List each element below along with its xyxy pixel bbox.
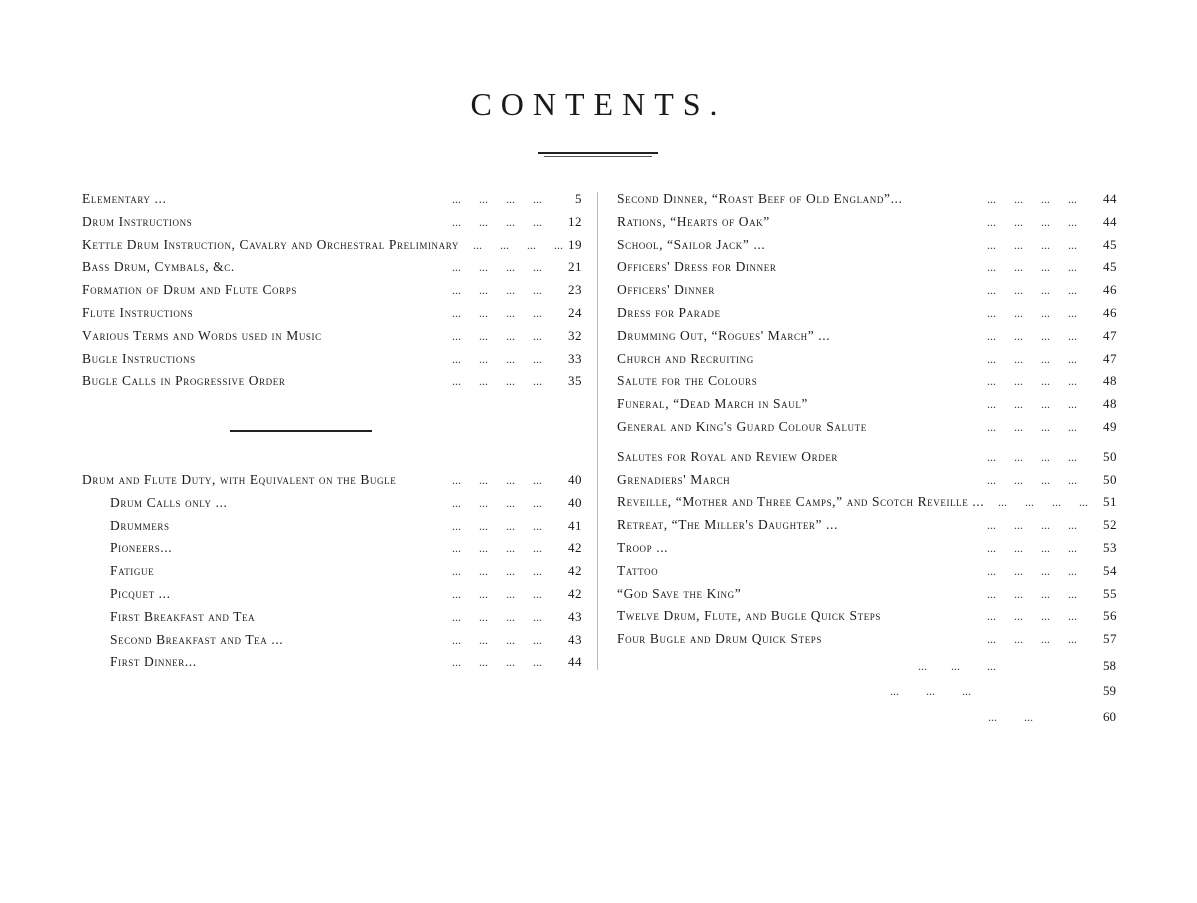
toc-entry-title: Fatigue — [110, 563, 155, 579]
toc-entry — [82, 279, 582, 302]
page-number: 50 — [1103, 471, 1117, 487]
page-number: 48 — [1103, 396, 1117, 412]
page-number: 48 — [1103, 373, 1117, 389]
toc-entry — [617, 628, 1117, 651]
leader-dots: ... ... ... ... — [452, 214, 542, 229]
leader-dots: ... ... ... ... — [987, 237, 1077, 252]
leader-dots: ... ... ... ... — [987, 305, 1077, 320]
leader-dots: ... ... ... ... — [452, 541, 542, 556]
section-divider — [230, 430, 372, 432]
leader-dots: ... ... ... ... — [452, 283, 542, 298]
toc-entry-title: First Breakfast and Tea — [110, 608, 256, 624]
page-number: 51 — [1103, 494, 1117, 510]
toc-entry-title: Church and Recruiting — [617, 350, 754, 366]
leader-dots: ... ... ... ... — [452, 564, 542, 579]
leader-dots: ... ... ... ... — [987, 609, 1077, 624]
toc-entry — [82, 302, 582, 325]
toc-entry-title: Officers' Dress for Dinner — [617, 259, 777, 275]
page-number: 43 — [568, 631, 582, 647]
toc-continuation-row: ... ... ... 58 — [918, 655, 1116, 677]
toc-entry — [617, 537, 1117, 560]
toc-entry-title: Dress for Parade — [617, 304, 721, 320]
toc-entry-title: Drum Instructions — [82, 213, 193, 229]
leader-dots: ... ... ... ... — [998, 495, 1088, 510]
toc-entry — [82, 325, 582, 348]
page-number: 23 — [568, 282, 582, 298]
toc-entry-title: Salutes for Royal and Review Order — [617, 448, 839, 464]
toc-entry-title: Kettle Drum Instruction, Cavalry and Orchestral Preliminary — [82, 236, 459, 252]
toc-entry-title: Pioneers... — [110, 540, 173, 556]
toc-entry-title: “God Save the King” — [617, 585, 742, 601]
toc-entry — [82, 348, 582, 371]
toc-entry-title: First Dinner... — [110, 654, 197, 670]
leader-dots: ... ... ... ... — [452, 473, 542, 487]
page-number: 24 — [568, 304, 582, 320]
leader-dots: ... ... ... ... — [987, 586, 1077, 601]
page-number: 55 — [1103, 585, 1117, 601]
toc-entry — [82, 583, 582, 606]
leader-dots: ... ... ... ... — [452, 260, 542, 275]
toc-entry — [82, 256, 582, 279]
toc-entry — [617, 583, 1117, 606]
leader-dots: ... ... ... ... — [452, 632, 542, 647]
toc-entry-title: Drum Calls only ... — [110, 494, 228, 510]
toc-entry-title: Picquet ... — [110, 585, 171, 601]
toc-entry-title: Drumming Out, “Rogues' March” ... — [617, 327, 831, 343]
toc-entry-title: Bugle Instructions — [82, 350, 196, 366]
toc-entry — [617, 393, 1117, 416]
toc-entry-title: Second Dinner, “Roast Beef of Old England”... — [617, 191, 903, 206]
page-number: 47 — [1103, 327, 1117, 343]
page-number: 41 — [568, 517, 582, 533]
toc-entry — [82, 560, 582, 583]
leader-dots: ... ... ... ... — [452, 351, 542, 366]
toc-entry-title: Elementary ... — [82, 191, 167, 206]
leader-dots: ... ... ... ... — [987, 192, 1077, 206]
toc-entry — [617, 325, 1117, 348]
leader-dots: ... ... ... ... — [452, 305, 542, 320]
page-number: 32 — [568, 327, 582, 343]
leader-dots: ... ... ... ... — [987, 351, 1077, 366]
leader-dots: ... ... ... ... — [452, 328, 542, 343]
page-number: 42 — [568, 585, 582, 601]
page-number: 45 — [1103, 236, 1117, 252]
toc-entry — [617, 234, 1117, 257]
page-number: 5 — [575, 191, 582, 206]
toc-entry — [617, 370, 1117, 393]
contents-right — [617, 188, 1117, 651]
toc-entry-title: Second Breakfast and Tea ... — [110, 631, 284, 647]
toc-entry — [617, 256, 1117, 279]
toc-entry-title: Formation of Drum and Flute Corps — [82, 282, 297, 298]
toc-entry-title: Drum and Flute Duty, with Equivalent on the Bugle — [82, 472, 397, 487]
page-number: 56 — [1103, 608, 1117, 624]
toc-entry-title: Troop ... — [617, 539, 669, 555]
toc-entry-title: Flute Instructions — [82, 304, 194, 320]
toc-entry — [617, 211, 1117, 234]
page-number: 46 — [1103, 304, 1117, 320]
leader-dots: ... ... ... ... — [987, 472, 1077, 487]
page-title: CONTENTS. — [470, 86, 727, 122]
toc-entry — [82, 492, 582, 515]
leader-dots: ... ... ... ... — [987, 563, 1077, 578]
toc-entry — [617, 188, 1117, 211]
page-number: 42 — [568, 540, 582, 556]
toc-entry — [617, 491, 1117, 514]
toc-entry — [82, 469, 582, 492]
toc-entry — [82, 629, 582, 652]
toc-entry-title: Rations, “Hearts of Oak” — [617, 213, 770, 229]
title-ornament — [538, 152, 658, 158]
page-number: 60 — [1103, 709, 1116, 724]
leader-dots: ... ... ... ... — [473, 237, 563, 252]
toc-entry — [617, 279, 1117, 302]
leader-dots: ... ... ... ... — [987, 632, 1077, 647]
page-number: 12 — [568, 213, 582, 229]
toc-entry — [617, 302, 1117, 325]
toc-continuation-row: ... ... ... 59 — [890, 680, 1116, 702]
toc-entry-title: Bugle Calls in Progressive Order — [82, 373, 286, 389]
page-number: 44 — [1103, 191, 1117, 206]
page-number: 40 — [568, 494, 582, 510]
leader-dots: ... ... ... ... — [987, 374, 1077, 389]
leader-dots: ... ... ... ... — [987, 518, 1077, 533]
leader-dots: ... ... ... ... — [452, 374, 542, 389]
contents-left-bottom — [82, 469, 582, 674]
toc-entry — [82, 370, 582, 393]
page-number: 21 — [568, 259, 582, 275]
toc-entry — [82, 537, 582, 560]
toc-continuation-row: ... ... 60 — [988, 706, 1116, 728]
toc-entry — [617, 348, 1117, 371]
toc-entry-title: Officers' Dinner — [617, 282, 715, 298]
toc-entry-title: Various Terms and Words used in Music — [82, 327, 322, 343]
toc-entry — [82, 606, 582, 629]
toc-entry-title: Funeral, “Dead March in Saul” — [617, 396, 809, 412]
page-number: 44 — [1103, 213, 1117, 229]
leader-dots: ... ... ... ... — [987, 449, 1077, 464]
toc-entry-title: Bass Drum, Cymbals, &c. — [82, 259, 235, 275]
toc-entry-title: General and King's Guard Colour Salute — [617, 418, 867, 434]
leader-dots: ... ... ... ... — [987, 419, 1077, 434]
page-number: 53 — [1103, 539, 1117, 555]
toc-entry-title: Retreat, “The Miller's Daughter” ... — [617, 517, 839, 533]
page-number: 35 — [568, 373, 582, 389]
leader-dots: ... ... ... ... — [452, 586, 542, 601]
toc-entry — [617, 446, 1117, 469]
page-number: 52 — [1103, 517, 1117, 533]
toc-entry — [617, 416, 1117, 439]
page-number: 44 — [568, 654, 582, 670]
toc-entry-title: Salute for the Colours — [617, 373, 758, 389]
toc-entry — [82, 234, 582, 257]
page-number: 43 — [568, 608, 582, 624]
page-number: 40 — [568, 472, 582, 487]
toc-entry-title: School, “Sailor Jack” ... — [617, 236, 766, 252]
page-number: 57 — [1103, 631, 1117, 647]
toc-entry-title: Drummers — [110, 517, 170, 533]
leader-dots: ... ... ... ... — [452, 495, 542, 510]
leader-dots: ... ... ... ... — [987, 540, 1077, 555]
toc-entry — [617, 605, 1117, 628]
column-rule — [597, 192, 598, 670]
page-number: 54 — [1103, 562, 1117, 578]
toc-entry — [617, 560, 1117, 583]
page-number: 46 — [1103, 282, 1117, 298]
toc-entry — [82, 651, 582, 674]
toc-entry-title: Grenadiers' March — [617, 471, 731, 487]
page-number: 42 — [568, 563, 582, 579]
toc-entry — [82, 515, 582, 538]
leader-dots: ... ... ... ... — [987, 283, 1077, 298]
toc-entry — [617, 514, 1117, 537]
page-number: 50 — [1103, 448, 1117, 464]
page-number: 58 — [1103, 658, 1116, 673]
leader-dots: ... ... ... ... — [987, 260, 1077, 275]
page-number: 19 — [568, 236, 582, 252]
page-number: 47 — [1103, 350, 1117, 366]
toc-entry-title: Tattoo — [617, 562, 659, 578]
toc-entry-title: Reveille, “Mother and Three Camps,” and Scotch Reveille ... — [617, 494, 985, 510]
toc-entry-title: Four Bugle and Drum Quick Steps — [617, 631, 822, 647]
contents-left-top — [82, 188, 582, 393]
page-number: 33 — [568, 350, 582, 366]
page-number: 45 — [1103, 259, 1117, 275]
leader-dots: ... ... ... ... — [987, 214, 1077, 229]
leader-dots: ... ... ... ... — [987, 397, 1077, 412]
leader-dots: ... ... ... ... — [452, 192, 542, 206]
toc-entry — [82, 211, 582, 234]
leader-dots: ... ... ... ... — [452, 609, 542, 624]
page-number: 59 — [1103, 683, 1116, 698]
toc-entry — [617, 469, 1117, 492]
toc-entry — [82, 188, 582, 211]
leader-dots: ... ... ... ... — [987, 328, 1077, 343]
leader-dots: ... ... ... ... — [452, 518, 542, 533]
leader-dots: ... ... ... ... — [452, 655, 542, 670]
toc-entry-title: Twelve Drum, Flute, and Bugle Quick Steps — [617, 608, 882, 624]
page-number: 49 — [1103, 418, 1117, 434]
